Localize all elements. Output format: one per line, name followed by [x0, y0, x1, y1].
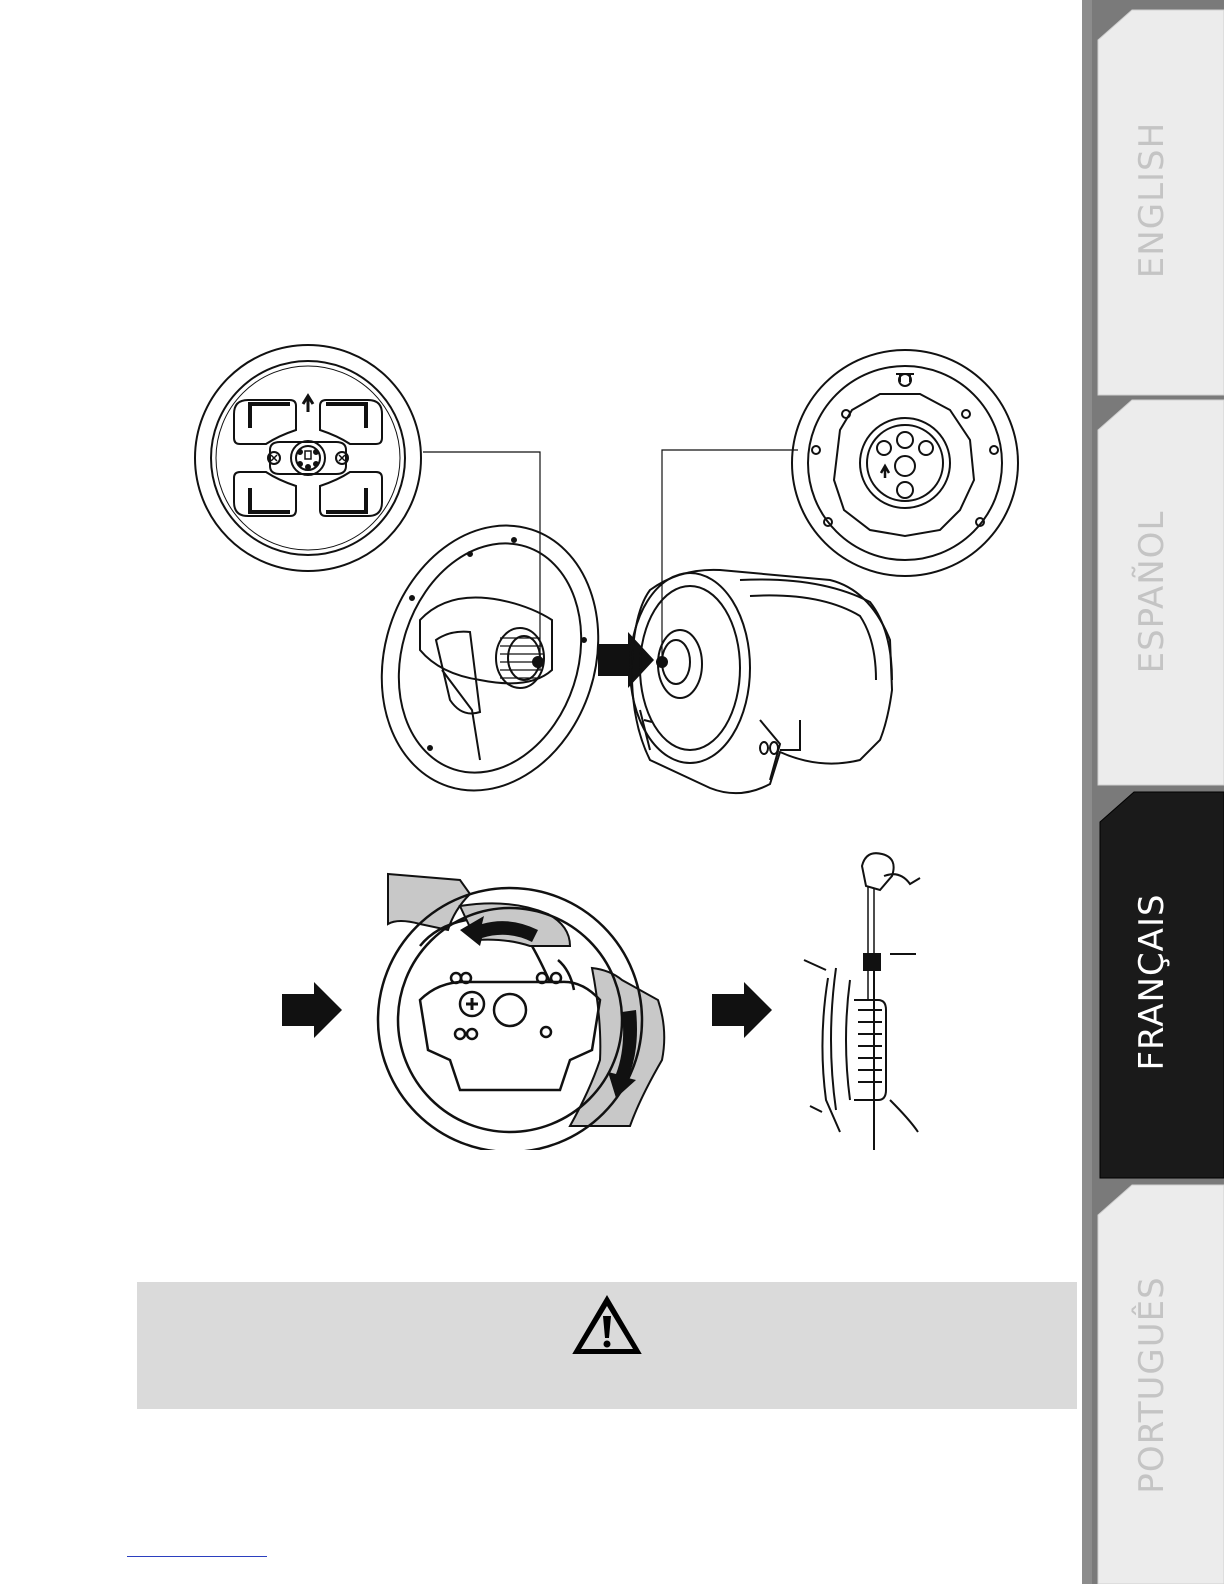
steering-wheel-icon — [348, 497, 631, 810]
wheel-fastening-diagram — [270, 850, 970, 1150]
base-hub-detail-icon — [792, 350, 1018, 576]
footer-link-rule — [127, 1556, 267, 1557]
wheel-base-icon — [630, 570, 892, 793]
arrow-right-icon — [598, 632, 654, 688]
screw-tightening-icon — [804, 853, 920, 1150]
warning-triangle-icon — [571, 1294, 643, 1356]
warning-box — [137, 1282, 1077, 1409]
wheel-mounting-diagram — [180, 340, 1040, 810]
arrow-right-icon — [712, 982, 772, 1038]
arrow-right-icon — [282, 982, 342, 1038]
language-side-tabs: ENGLISH ESPAÑOL FRANÇAIS PORTUGUÊS — [1082, 0, 1224, 1584]
wheel-hub-detail-icon — [195, 345, 421, 571]
